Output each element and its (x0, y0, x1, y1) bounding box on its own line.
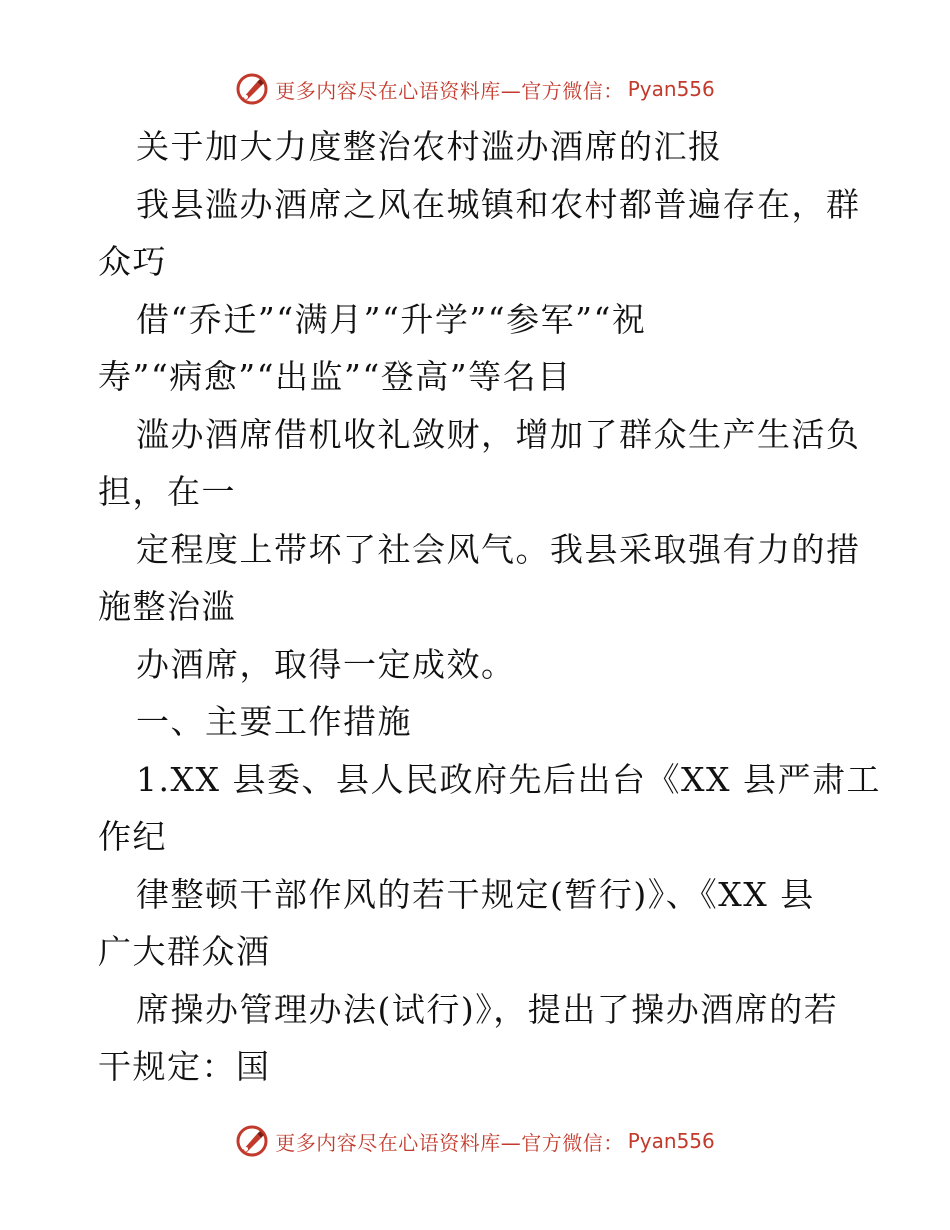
header-watermark (0, 72, 950, 106)
document-title: 关于加大力度整治农村滥办酒席的汇报 (136, 127, 723, 166)
paragraph-line: 广大群众酒 (98, 932, 271, 971)
paragraph-line: 作纪 (98, 817, 167, 856)
watermark-text: 更多内容尽在心语资料库—官方微信： (275, 78, 624, 103)
paragraph-line: 律整顿干部作风的若干规定(暂行)》、《XX 县 (136, 874, 815, 914)
paragraph-line: 担，在一 (98, 472, 236, 511)
paragraph-line: 施整治滥 (98, 587, 236, 626)
section-heading: 一、主要工作措施 (136, 702, 412, 741)
document-body (98, 118, 881, 1096)
watermark-text: 更多内容尽在心语资料库—官方微信： (275, 1130, 624, 1155)
paragraph-line: 寿”“病愈”“出监”“登高”等名目 (98, 357, 572, 396)
paragraph-line: 1.XX 县委、县人民政府先后出台《XX 县严肃工 (136, 759, 881, 799)
paragraph-line: 滥办酒席借机收礼敛财，增加了群众生产生活负 (136, 414, 861, 454)
paragraph-line: 我县滥办酒席之风在城镇和农村都普遍存在，群 (136, 184, 861, 224)
watermark-contact: Pyan556 (627, 77, 715, 101)
paragraph-line: 干规定：国 (98, 1047, 271, 1086)
pen-logo-icon (235, 1124, 269, 1158)
paragraph-line: 借“乔迁”“满月”“升学”“参军”“祝 (136, 299, 647, 339)
footer-watermark (0, 1124, 950, 1158)
paragraph-line: 定程度上带坏了社会风气。我县采取强有力的措 (136, 529, 861, 569)
paragraph-line: 众巧 (98, 242, 167, 281)
paragraph-line: 席操办管理办法(试行)》，提出了操办酒席的若 (136, 989, 839, 1029)
pen-logo-icon (235, 72, 269, 106)
watermark-contact: Pyan556 (627, 1129, 715, 1153)
paragraph-line: 办酒席，取得一定成效。 (136, 644, 516, 684)
